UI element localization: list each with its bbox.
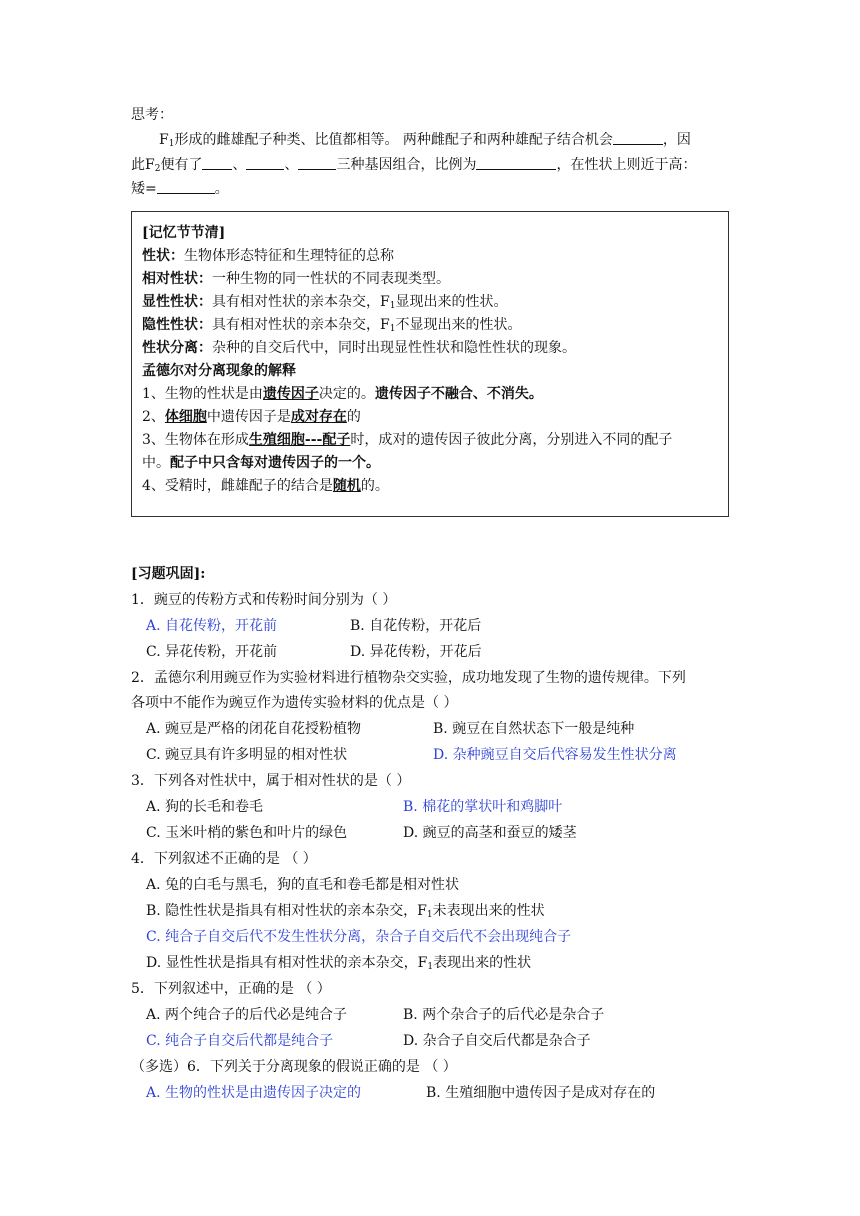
q3-option-c: C. 玉米叶梢的紫色和叶片的绿色 (146, 825, 348, 841)
mendel-point-3: 3、生物体在形成生殖细胞---配子时，成对的遗传因子彼此分离，分别进入不同的配子 (142, 432, 673, 448)
mendel-point-4: 4、受精时，雌雄配子的结合是随机的。 (142, 478, 389, 494)
think-line-3: 矮= 。 (131, 181, 229, 197)
q5-option-a: A. 两个纯合子的后代必是纯合子 (146, 1007, 348, 1023)
q5-option-d: D. 杂合子自交后代都是杂合子 (403, 1033, 591, 1049)
q1-option-b: B. 自花传粉，开花后 (350, 618, 482, 634)
answer-blank (157, 181, 215, 194)
q3-option-b: B. 棉花的掌状叶和鸡脚叶 (403, 799, 563, 815)
mendel-point-3-cont: 中。配子中只含每对遗传因子的一个。 (142, 455, 380, 471)
question-3: 3．下列各对性状中，属于相对性状的是（ ） (131, 773, 411, 789)
think-line-1: $F_1$形成的雌雄配子种类、比值都相等。 两种雌配子和两种雄配子结合机会 ，因 (159, 132, 691, 149)
question-5: 5．下列叙述中，正确的是 （ ） (131, 981, 331, 997)
def-trait: 性状：生物体形态特征和生理特征的总称 (142, 248, 394, 264)
q3-option-a: A. 狗的长毛和卷毛 (146, 799, 264, 815)
answer-blank (202, 157, 232, 170)
q2-option-b: B. 豌豆在自然状态下一般是纯种 (433, 721, 635, 737)
def-recessive-trait: 隐性性状：具有相对性状的亲本杂交，$F_1$不显现出来的性状。 (142, 317, 522, 334)
answer-blank (298, 157, 336, 170)
answer-blank (246, 157, 284, 170)
mendel-title: 孟德尔对分离现象的解释 (142, 363, 296, 379)
q6-option-a: A. 生物的性状是由遗传因子决定的 (146, 1085, 362, 1101)
q1-option-c: C. 异花传粉，开花前 (146, 644, 278, 660)
q4-option-c: C. 纯合子自交后代不发生性状分离，杂合子自交后代不会出现纯合子 (146, 929, 572, 945)
q2-option-a: A. 豌豆是严格的闭花自花授粉植物 (146, 721, 362, 737)
q3-option-d: D. 豌豆的高茎和蚕豆的矮茎 (403, 825, 577, 841)
q5-option-c: C. 纯合子自交后代都是纯合子 (146, 1033, 334, 1049)
question-6: （多选）6．下列关于分离现象的假说正确的是 （ ） (131, 1059, 457, 1075)
q1-option-a: A. 自花传粉，开花前 (146, 618, 278, 634)
q4-option-d: D. 显性性状是指具有相对性状的亲本杂交，$F_1$表现出来的性状 (146, 955, 532, 972)
q5-option-b: B. 两个杂合子的后代必是杂合子 (403, 1007, 605, 1023)
q2-option-d: D. 杂种豌豆自交后代容易发生性状分离 (433, 747, 677, 763)
think-heading: 思考： (131, 107, 173, 123)
def-segregation: 性状分离：杂种的自交后代中，同时出现显性性状和隐性性状的现象。 (142, 340, 576, 356)
answer-blank (476, 157, 556, 170)
def-relative-trait: 相对性状：一种生物的同一性状的不同表现类型。 (142, 271, 450, 287)
question-2-line-1: 2．孟德尔利用豌豆作为实验材料进行植物杂交实验，成功地发现了生物的遗传规律。下列 (131, 670, 686, 686)
q1-option-d: D. 异花传粉，开花后 (350, 644, 482, 660)
def-dominant-trait: 显性性状：具有相对性状的亲本杂交，$F_1$显现出来的性状。 (142, 294, 508, 311)
q4-option-a: A. 兔的白毛与黑毛，狗的直毛和卷毛都是相对性状 (146, 877, 460, 893)
think-line-2: 此$F_2$便有了 、 、 三种基因组合，比例为 ，在性状上则近于高： (131, 157, 697, 174)
q4-option-b: B. 隐性性状是指具有相对性状的亲本杂交，$F_1$未表现出来的性状 (146, 903, 545, 920)
answer-blank (613, 132, 663, 145)
question-4: 4．下列叙述不正确的是 （ ） (131, 851, 317, 867)
mendel-point-1: 1、生物的性状是由遗传因子决定的。遗传因子不融合、不消失。 (142, 386, 543, 402)
question-1: 1．豌豆的传粉方式和传粉时间分别为（ ） (131, 592, 397, 608)
q6-option-b: B. 生殖细胞中遗传因子是成对存在的 (426, 1085, 656, 1101)
q2-option-c: C. 豌豆具有许多明显的相对性状 (146, 747, 348, 763)
question-2-line-2: 各项中不能作为豌豆作为遗传实验材料的优点是（ ） (131, 695, 458, 711)
memory-title: [记忆节节清] (142, 225, 226, 241)
exercise-title: [习题巩固]: (131, 566, 206, 582)
mendel-point-2: 2、体细胞中遗传因子是成对存在的 (142, 409, 361, 425)
